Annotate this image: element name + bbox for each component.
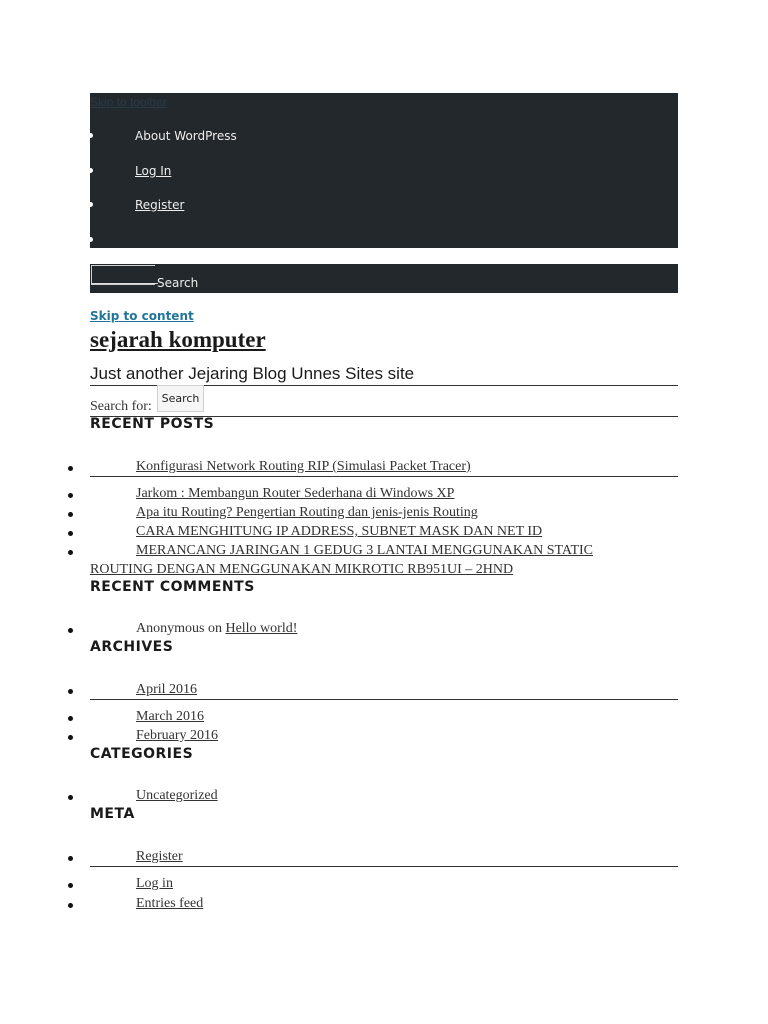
archives-title: ARCHIVES [90, 639, 174, 655]
meta-link-log-in[interactable]: Log in [136, 876, 173, 891]
bullet-icon [88, 237, 93, 242]
toolbar-search-bar [90, 264, 678, 293]
recent-post-link-continued[interactable]: ROUTING DENGAN MENGGUNAKAN MIKROTIC RB951UI – 2HND [90, 562, 514, 577]
bullet-icon [68, 716, 73, 721]
bullet-icon [68, 689, 73, 694]
bullet-icon [68, 550, 73, 555]
category-link[interactable]: Uncategorized [136, 788, 218, 803]
categories-title: CATEGORIES [90, 746, 194, 762]
recent-posts-title: RECENT POSTS [90, 416, 215, 432]
bullet-icon [68, 856, 73, 861]
divider [90, 476, 678, 477]
comment-author: Anonymous [136, 621, 205, 636]
meta-link-entries-feed[interactable]: Entries feed [136, 896, 204, 911]
bullet-icon [68, 493, 73, 498]
admin-toolbar [90, 93, 678, 248]
archive-link[interactable]: April 2016 [136, 682, 198, 697]
divider [90, 699, 678, 700]
bullet-icon [88, 168, 93, 173]
recent-post-link[interactable]: MERANCANG JARINGAN 1 GEDUG 3 LANTAI MENGGUNAKAN STATIC [136, 543, 594, 558]
archive-link[interactable]: March 2016 [136, 709, 205, 724]
bullet-icon [68, 903, 73, 908]
recent-post-link[interactable]: Konfigurasi Network Routing RIP (Simulasi Packet Tracer) [136, 459, 471, 474]
recent-comments-title: RECENT COMMENTS [90, 579, 255, 595]
bullet-icon [88, 202, 93, 207]
search-label: Search for: [90, 399, 152, 414]
toolbar-search-input[interactable] [91, 265, 155, 285]
comment-on-text: on [207, 621, 222, 636]
archive-link[interactable]: February 2016 [136, 728, 219, 743]
comment-post-link[interactable]: Hello world! [225, 621, 298, 636]
meta-title: META [90, 806, 135, 822]
bullet-icon [68, 735, 73, 740]
bullet-icon [68, 466, 73, 471]
search-button[interactable]: Search [157, 385, 204, 412]
divider [90, 866, 678, 867]
recent-post-link[interactable]: Apa itu Routing? Pengertian Routing dan jenis-jenis Routing [136, 505, 478, 520]
toolbar-item-label[interactable]: Log In [135, 164, 172, 178]
bullet-icon [68, 628, 73, 633]
bullet-icon [68, 883, 73, 888]
site-tagline: Just another Jejaring Blog Unnes Sites site [90, 364, 415, 383]
toolbar-search-label[interactable]: Search [157, 276, 199, 290]
bullet-icon [68, 531, 73, 536]
toolbar-item-label[interactable]: About WordPress [135, 129, 237, 143]
site-title[interactable]: sejarah komputer [90, 327, 266, 352]
meta-link-register[interactable]: Register [136, 849, 183, 864]
skip-to-content-link[interactable]: Skip to content [90, 309, 194, 323]
bullet-icon [88, 133, 93, 138]
toolbar-item-label[interactable]: Register [135, 198, 185, 212]
skip-to-toolbar-link[interactable]: Skip to toolbar [90, 95, 167, 109]
bullet-icon [68, 795, 73, 800]
recent-post-link[interactable]: Jarkom : Membangun Router Sederhana di Windows XP [136, 486, 455, 501]
recent-post-link[interactable]: CARA MENGHITUNG IP ADDRESS, SUBNET MASK DAN NET ID [136, 524, 543, 539]
bullet-icon [68, 512, 73, 517]
